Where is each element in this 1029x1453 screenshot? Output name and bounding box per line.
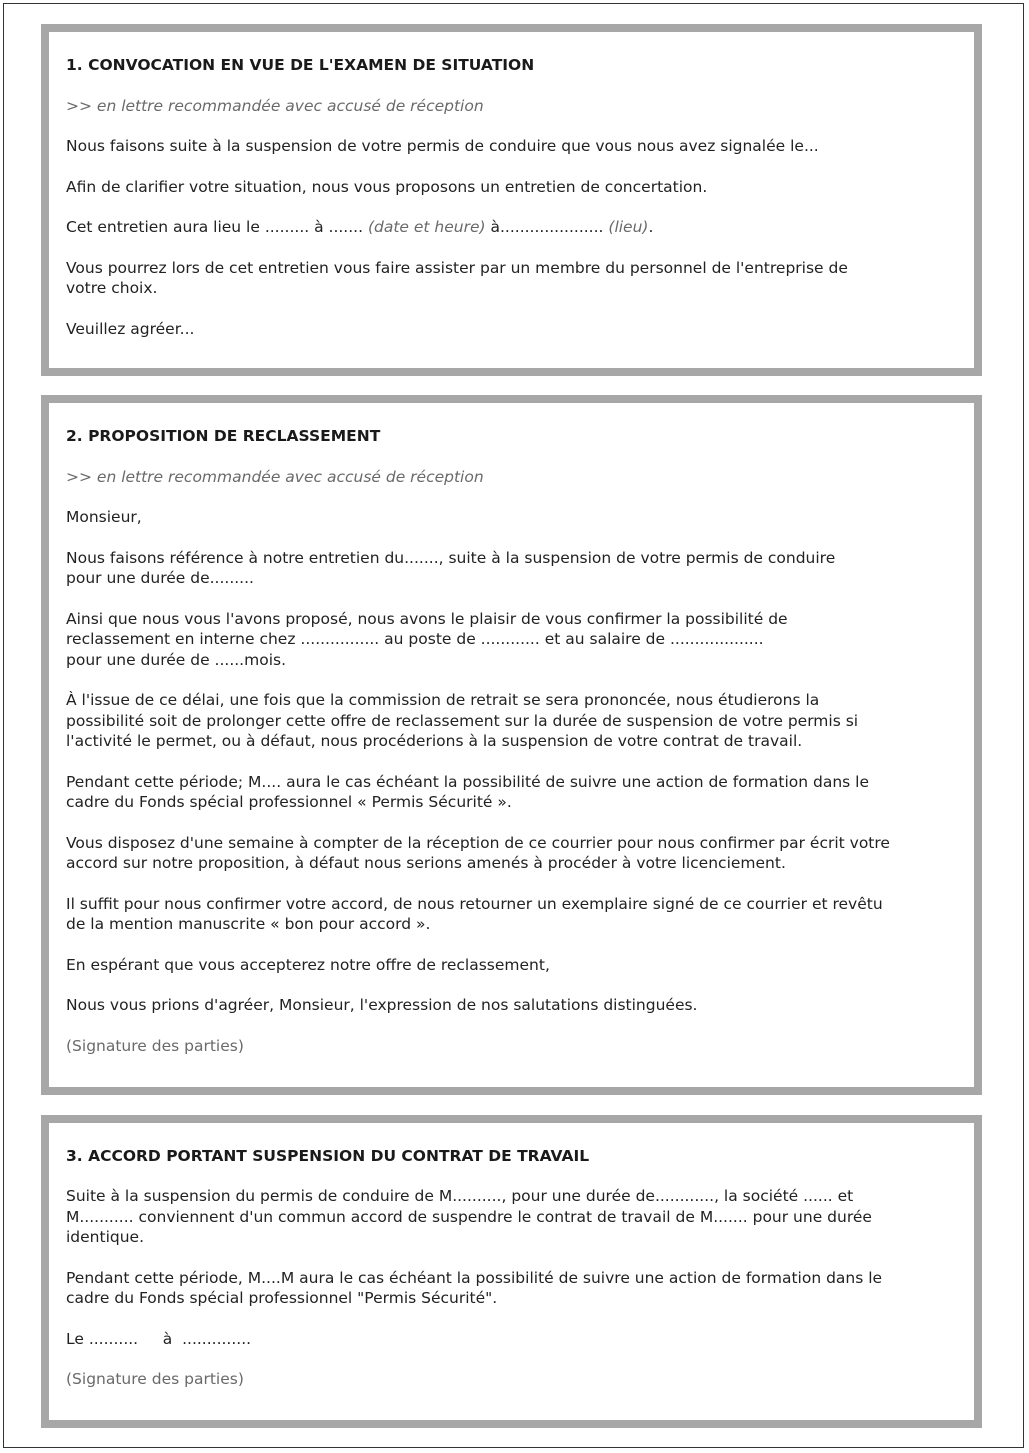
section-title: 3. ACCORD PORTANT SUSPENSION DU CONTRAT DE TRAVAIL (66, 1147, 590, 1165)
section-reclassement (41, 395, 982, 1095)
paragraph: Nous faisons suite à la suspension de votre permis de conduire que vous nous avez signalée le... (66, 137, 819, 155)
paragraph: Nous vous prions d'agréer, Monsieur, l'expression de nos salutations distinguées. (66, 996, 698, 1014)
appointment-text: Cet entretien aura lieu le ......... à ....... (66, 218, 368, 236)
paragraph-appointment (66, 217, 957, 238)
date-place-line: Le .......... à .............. (66, 1329, 252, 1348)
paragraph: Suite à la suspension du permis de conduire de M.........., pour une durée de............, la société ...... et M........... conviennent d'un commun accord de suspendre le contrat de travail de M....... pour une durée identique. (66, 1187, 872, 1246)
section-subtitle: >> en lettre recommandée avec accusé de réception (66, 97, 484, 115)
paragraph: Ainsi que nous vous l'avons proposé, nous avons le plaisir de vous confirmer la possibilité de reclassement en interne chez ................ au poste de ............ et au salaire de ................... pour une durée de ......mois. (66, 609, 788, 669)
paragraph: Pendant cette période; M.... aura le cas échéant la possibilité de suivre une action de formation dans le cadre du Fonds spécial professionnel « Permis Sécurité ». (66, 772, 870, 811)
section-title: 1. CONVOCATION EN VUE DE L'EXAMEN DE SITUATION (66, 56, 535, 74)
paragraph: Nous faisons référence à notre entretien du......., suite à la suspension de votre permis de conduire pour une durée de......... (66, 548, 836, 587)
section-title: 2. PROPOSITION DE RECLASSEMENT (66, 427, 381, 445)
section-convocation (41, 24, 982, 376)
paragraph: Pendant cette période, M....M aura le cas échéant la possibilité de suivre une action de formation dans le cadre du Fonds spécial professionnel "Permis Sécurité". (66, 1268, 883, 1307)
appointment-text: . (648, 218, 654, 236)
salutation: Monsieur, (66, 508, 142, 526)
paragraph: Vous disposez d'une semaine à compter de la réception de ce courrier pour nous confirmer par écrit votre accord sur notre proposition, à défaut nous serions amenés à procéder à votre licenciement. (66, 833, 890, 872)
closing: Veuillez agréer... (66, 319, 195, 338)
appointment-place-hint: (lieu) (608, 218, 649, 236)
paragraph: En espérant que vous accepterez notre offre de reclassement, (66, 955, 550, 974)
section-accord (41, 1115, 982, 1428)
appointment-date-hint: (date et heure) (367, 218, 486, 236)
section-subtitle: >> en lettre recommandée avec accusé de réception (66, 468, 484, 486)
paragraph: Vous pourrez lors de cet entretien vous faire assister par un membre du personnel de l'entreprise de votre choix. (66, 258, 848, 297)
signature-line: (Signature des parties) (66, 1036, 244, 1055)
signature-line: (Signature des parties) (66, 1370, 244, 1388)
appointment-text: à..................... (485, 218, 609, 236)
paragraph: À l'issue de ce délai, une fois que la commission de retrait se sera prononcée, nous étudierons la possibilité soit de prolonger cette offre de reclassement sur la durée de suspension de votre permis si l'activité le permet, ou à défaut, nous procéderions à la suspension de votre contrat de travail. (66, 691, 859, 750)
document-page (3, 3, 1024, 1448)
paragraph: Il suffit pour nous confirmer votre accord, de nous retourner un exemplaire signé de ce courrier et revêtu de la mention manuscrite « bon pour accord ». (66, 894, 883, 933)
paragraph: Afin de clarifier votre situation, nous vous proposons un entretien de concertation. (66, 177, 708, 196)
